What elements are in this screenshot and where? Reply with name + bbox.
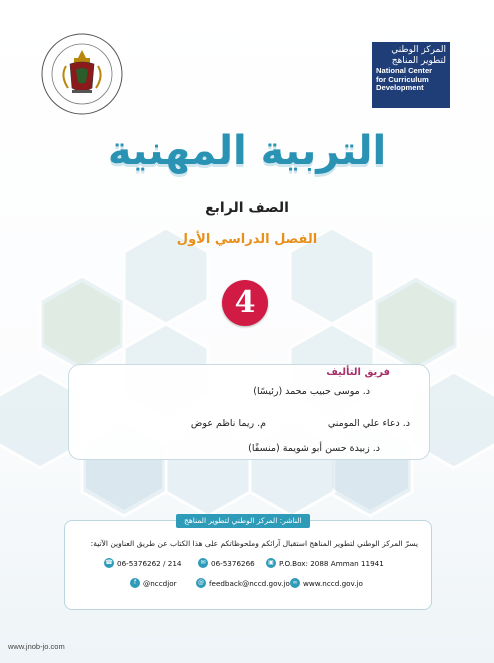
feedback-invitation: يسرّ المركز الوطني لتطوير المناهج استقبال آرائكم وملحوظاتكم على هذا الكتاب عن طريق العناوين الآتية:: [90, 539, 418, 548]
nccd-english-line3: Development: [376, 83, 424, 93]
website-url[interactable]: www.nccd.gov.jo: [303, 578, 363, 588]
nccd-logo: [372, 42, 450, 108]
email-icon: @: [198, 579, 204, 586]
phone-icon: ☎: [105, 559, 113, 566]
contact-email[interactable]: [196, 578, 290, 588]
contact-facebook[interactable]: [130, 578, 177, 588]
jordan-emblem: [40, 32, 124, 116]
nccd-english-line1: National Center: [376, 66, 433, 75]
publisher-label: الناشر: المركز الوطني لتطوير المناهج: [176, 514, 310, 528]
contact-po-box: [266, 558, 384, 568]
book-title: التربية المهنية: [107, 128, 387, 174]
author-name: د. دعاء علي المومني: [327, 418, 410, 429]
authoring-team-title: فريق التأليف: [326, 367, 390, 378]
fax-icon: ✉: [198, 558, 208, 568]
author-name: د. زبيدة حسن أبو شويمة (منسقًا): [248, 443, 380, 454]
mailbox-icon: ▣: [266, 558, 276, 568]
author-name: م. ريما ناظم عوض: [190, 418, 266, 429]
email-address[interactable]: feedback@nccd.gov.jo: [209, 578, 290, 588]
contact-fax: [198, 558, 255, 568]
phone-number: 06-5376262 / 214: [117, 558, 182, 568]
nccd-arabic-line1: المركز الوطني: [391, 45, 446, 55]
nccd-arabic-line2: لتطوير المناهج: [391, 56, 446, 66]
grade-number-badge: 4: [222, 280, 268, 326]
facebook-icon: f: [130, 578, 140, 588]
nccd-english-line2: for Curriculum: [376, 74, 429, 84]
facebook-handle[interactable]: @nccdjor: [143, 578, 177, 588]
contact-website[interactable]: [290, 578, 363, 588]
po-box-text: P.O.Box: 2088 Amman 11941: [279, 558, 384, 568]
grade-label: الصف الرابع: [205, 200, 289, 216]
jordan-royal-emblem-icon: [40, 32, 124, 116]
author-name: د. موسى حبيب محمد (رئيسًا): [253, 386, 370, 397]
link-icon: ∞: [290, 578, 300, 588]
fax-number: 06-5376266: [211, 558, 255, 568]
footer-watermark-url[interactable]: www.jnob-jo.com: [8, 642, 65, 651]
contact-phone: [104, 558, 181, 568]
semester-label: الفصل الدراسي الأول: [176, 232, 318, 247]
